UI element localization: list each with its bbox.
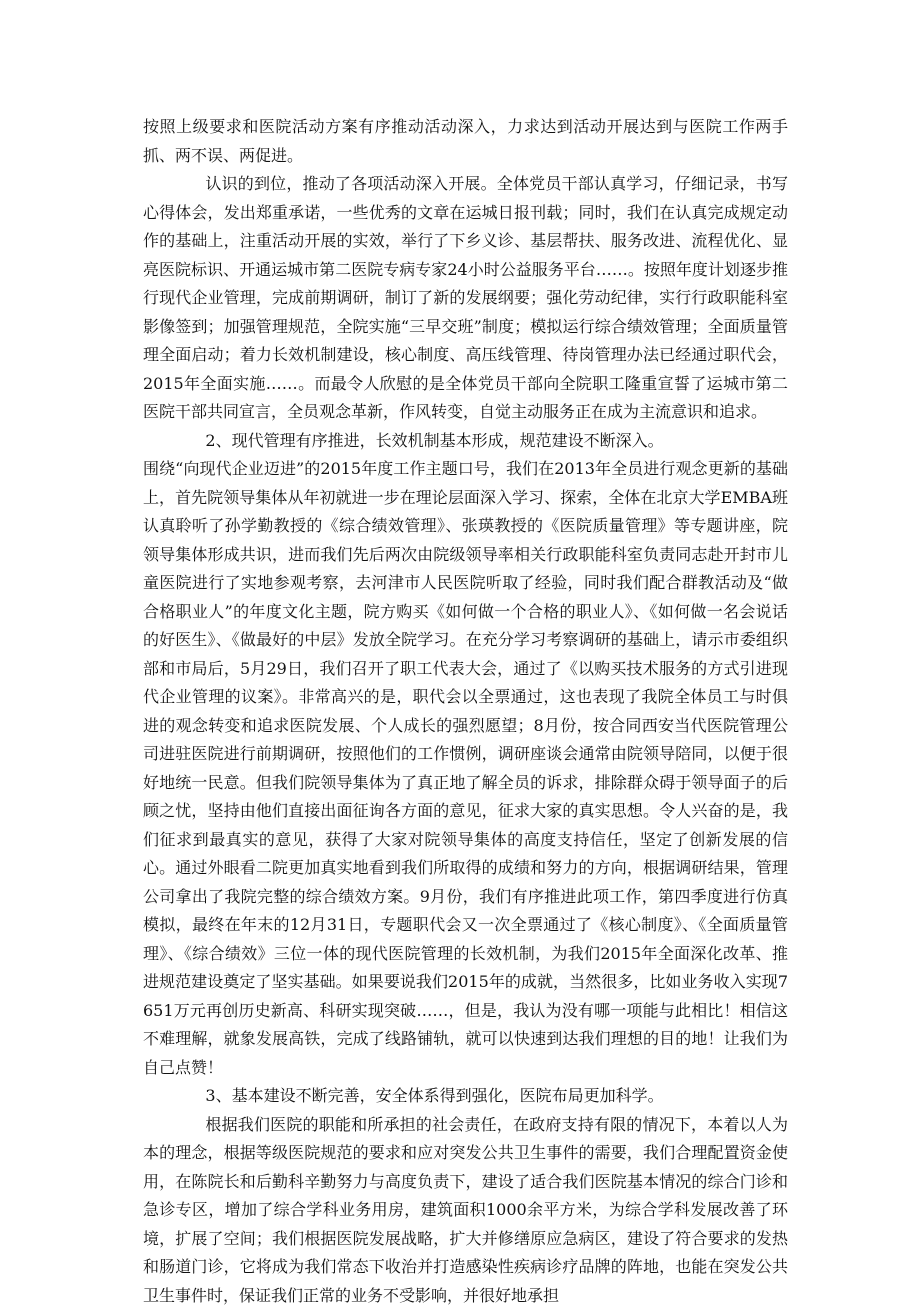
- section-heading-2: 2、现代管理有序推进，长效机制基本形成，规范建设不断深入。: [143, 427, 788, 456]
- paragraph-intro: 按照上级要求和医院活动方案有序推动活动深入，力求达到活动开展达到与医院工作两手抓、两不误、两促进。: [143, 113, 788, 170]
- paragraph-awareness: 认识的到位，推动了各项活动深入开展。全体党员干部认真学习，仔细记录，书写心得体会，发出郑重承诺，一些优秀的文章在运城日报刊载；同时，我们在认真完成规定动作的基础上，注重活动开展的实效，举行了下乡义诊、基层帮扶、服务改进、流程优化、显亮医院标识、开通运城市第二医院专病专家24小时公益服务平台……。按照年度计划逐步推行现代企业管理，完成前期调研，制订了新的发展纲要；强化劳动纪律，实行行政职能科室影像签到；加强管理规范，全院实施“三早交班”制度；模拟运行综合绩效管理；全面质量管理全面启动；着力长效机制建设，核心制度、高压线管理、待岗管理办法已经通过职代会，2015年全面实施……。而最令人欣慰的是全体党员干部向全院职工隆重宣誓了运城市第二医院干部共同宣言，全员观念革新，作风转变，自觉主动服务正在成为主流意识和追求。: [143, 170, 788, 427]
- section-heading-3: 3、基本建设不断完善，安全体系得到强化，医院布局更加科学。: [143, 1082, 788, 1111]
- paragraph-modern-management: 围绕“向现代企业迈进”的2015年度工作主题口号，我们在2013年全员进行观念更新的基础上，首先院领导集体从年初就进一步在理论层面深入学习、探索，全体在北京大学EMBA班认真聆听了孙学勤教授的《综合绩效管理》、张瑛教授的《医院质量管理》等专题讲座，院领导集体形成共识，进而我们先后两次由院级领导率相关行政职能科室负责同志赴开封市儿童医院进行了实地参观考察，去河津市人民医院听取了经验，同时我们配合群教活动及“做合格职业人”的年度文化主题，院方购买《如何做一个合格的职业人》、《如何做一名会说话的好医生》、《做最好的中层》发放全院学习。在充分学习考察调研的基础上，请示市委组织部和市局后，5月29日，我们召开了职工代表大会，通过了《以购买技术服务的方式引进现代企业管理的议案》。非常高兴的是，职代会以全票通过，这也表现了我院全体员工与时俱进的观念转变和追求医院发展、个人成长的强烈愿望；8月份，按合同西安当代医院管理公司进驻医院进行前期调研，按照他们的工作惯例，调研座谈会通常由院领导陪同，以便于很好地统一民意。但我们院领导集体为了真正地了解全员的诉求，排除群众碍于领导面子的后顾之忧，坚持由他们直接出面征询各方面的意见，征求大家的真实思想。令人兴奋的是，我们征求到最真实的意见，获得了大家对院领导集体的高度支持信任，坚定了创新发展的信心。通过外眼看二院更加真实地看到我们所取得的成绩和努力的方向，根据调研结果，管理公司拿出了我院完整的综合绩效方案。9月份，我们有序推进此项工作，第四季度进行仿真模拟，最终在年末的12月31日，专题职代会又一次全票通过了《核心制度》、《全面质量管理》、《综合绩效》三位一体的现代医院管理的长效机制，为我们2015年全面深化改革、推进规范建设奠定了坚实基础。如果要说我们2015年的成就，当然很多，比如业务收入实现7651万元再创历史新高、科研实现突破……，但是，我认为没有哪一项能与此相比！相信这不难理解，就象发展高铁，完成了线路铺轨，就可以快速到达我们理想的目的地！让我们为自己点赞！: [143, 455, 788, 1082]
- paragraph-infrastructure: 根据我们医院的职能和所承担的社会责任，在政府支持有限的情况下，本着以人为本的理念，根据等级医院规范的要求和应对突发公共卫生事件的需要，我们合理配置资金使用，在陈院长和后勤科辛勤努力与高度负责下，建设了适合我们医院基本情况的综合门诊和急诊专区，增加了综合学科业务用房，建筑面积1000余平方米，为综合学科发展改善了环境，扩展了空间；我们根据医院发展战略，扩大并修缮原应急病区，建设了符合要求的发热和肠道门诊，它将成为我们常态下收治并打造感染性疾病诊疗品牌的阵地，也能在突发公共卫生事件时，保证我们正常的业务不受影响，并很好地承担: [143, 1111, 788, 1310]
- document-body: [143, 113, 788, 1310]
